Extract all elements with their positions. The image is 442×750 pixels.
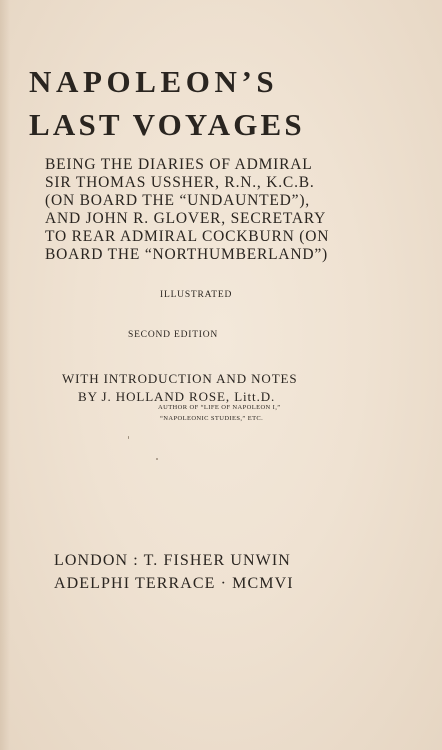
publisher-line-1: LONDON : T. FISHER UNWIN [54, 552, 291, 569]
paper-speck [128, 436, 129, 439]
paper-speck [156, 458, 158, 460]
author-of-line-2: “NAPOLEONIC STUDIES,” ETC. [160, 415, 264, 422]
illustrated-label: ILLUSTRATED [160, 290, 233, 300]
book-title-line-1: NAPOLEON’S [29, 64, 279, 99]
introduction-line: WITH INTRODUCTION AND NOTES [62, 371, 298, 386]
author-of-line-1: AUTHOR OF “LIFE OF NAPOLEON I,” [158, 404, 281, 411]
subtitle-line-1: BEING THE DIARIES OF ADMIRAL [45, 156, 313, 173]
book-title-line-2: LAST VOYAGES [29, 107, 305, 142]
subtitle-line-2: SIR THOMAS USSHER, R.N., K.C.B. [45, 174, 315, 191]
publisher-line-2: ADELPHI TERRACE · MCMVI [54, 575, 294, 592]
subtitle-line-6: BOARD THE “NORTHUMBERLAND”) [45, 246, 329, 263]
edition-label: SECOND EDITION [128, 330, 219, 340]
editor-line: BY J. HOLLAND ROSE, Litt.D. [78, 389, 276, 404]
subtitle-line-4: AND JOHN R. GLOVER, SECRETARY [45, 210, 327, 227]
subtitle-line-5: TO REAR ADMIRAL COCKBURN (ON [45, 228, 330, 245]
subtitle-line-3: (ON BOARD THE “UNDAUNTED”), [45, 192, 310, 209]
